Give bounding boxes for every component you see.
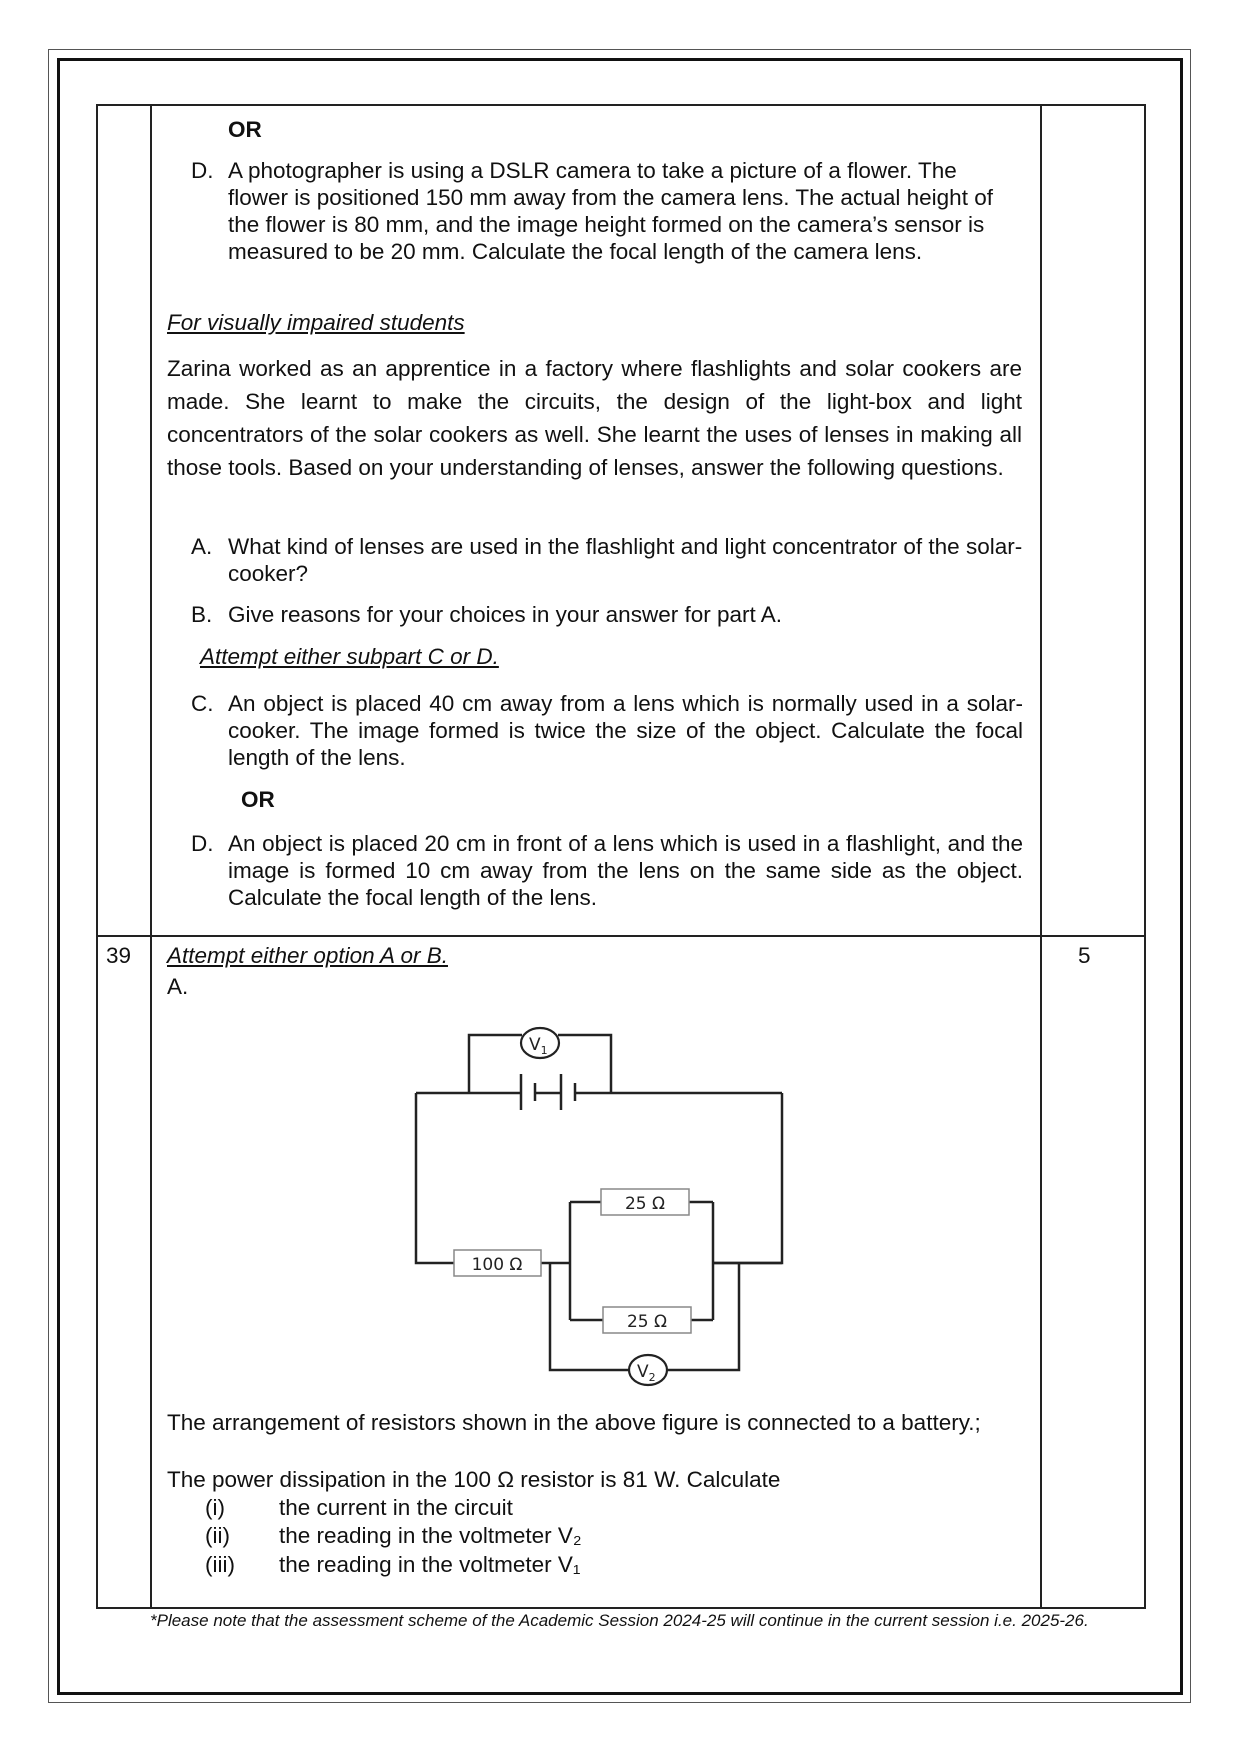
part-i-text: the current in the circuit — [279, 1495, 513, 1520]
footnote: *Please note that the assessment scheme of the Academic Session 2024-25 will continue in the current session i.e. 2025-26. — [150, 1611, 1089, 1630]
circuit-diagram — [400, 1010, 800, 1390]
vi-question-a-text: What kind of lenses are used in the flashlight and light concentrator of the solar-cooker? — [228, 534, 1023, 586]
part-iii-text: the reading in the voltmeter V₁ — [279, 1552, 581, 1577]
row-divider — [98, 935, 1144, 937]
part-i-label: (i) — [205, 1495, 225, 1520]
option-d-label: D. — [191, 158, 214, 183]
svg-text:V2: $V_2$ — [637, 1362, 656, 1384]
vi-option-c-label: C. — [191, 691, 214, 716]
statement-line-2: The power dissipation in the 100 Ω resistor is 81 W. Calculate — [167, 1467, 781, 1492]
option-d-text: A photographer is using a DSLR camera to take a picture of a flower. The flower is positioned 150 mm away from the camera lens. The actual height of the flower is 80 mm, and the image height formed on the camera’s sensor is measured to be 20 mm. Calculate the focal length of the camera lens. — [228, 158, 993, 264]
vi-option-c-text: An object is placed 40 cm away from a lens which is normally used in a solar-cooker. The image formed is twice the size of the object. Calculate the focal length of the lens. — [228, 691, 1023, 770]
marks-column-divider — [1040, 106, 1042, 1607]
statement-line-1: The arrangement of resistors shown in the above figure is connected to a battery.; — [167, 1410, 981, 1435]
vi-question-a-label: A. — [191, 534, 213, 559]
vi-option-d-text: An object is placed 20 cm in front of a lens which is used in a flashlight, and the image is formed 10 cm away from the lens on the same side as the object. Calculate the focal length of the lens. — [228, 831, 1023, 910]
part-ii-text: the reading in the voltmeter V₂ — [279, 1523, 582, 1548]
part-iii-label: (iii) — [205, 1552, 235, 1577]
svg-text:100 Ω: 100 Ω — [471, 1255, 523, 1275]
vi-option-d-label: D. — [191, 831, 214, 856]
visually-impaired-heading: For visually impaired students — [167, 310, 465, 335]
question-number: 39 — [106, 943, 132, 968]
vi-question-b-label: B. — [191, 602, 213, 627]
option-a-label: A. — [167, 974, 189, 999]
part-ii-label: (ii) — [205, 1523, 230, 1548]
number-column-divider — [150, 106, 152, 1607]
question-marks: 5 — [1078, 943, 1091, 968]
vi-passage: Zarina worked as an apprentice in a factory where flashlights and solar cookers are made. She learnt to make the circuits, the design of the light-box and light concentrators of the solar cookers as well. She learnt the uses of lenses in making all those tools. Based on your understanding of lenses, answer the following questions. — [167, 356, 1022, 480]
svg-text:V1: $V_1$ — [529, 1035, 548, 1057]
vi-or-label: OR — [241, 787, 275, 812]
or-label: OR — [228, 117, 262, 142]
svg-text:25 Ω: 25 Ω — [624, 1194, 666, 1214]
svg-text:25 Ω: 25 Ω — [626, 1312, 668, 1332]
vi-attempt-note: Attempt either subpart C or D. — [200, 644, 499, 669]
attempt-note: Attempt either option A or B. — [167, 943, 448, 968]
vi-question-b-text: Give reasons for your choices in your answer for part A. — [228, 602, 782, 627]
